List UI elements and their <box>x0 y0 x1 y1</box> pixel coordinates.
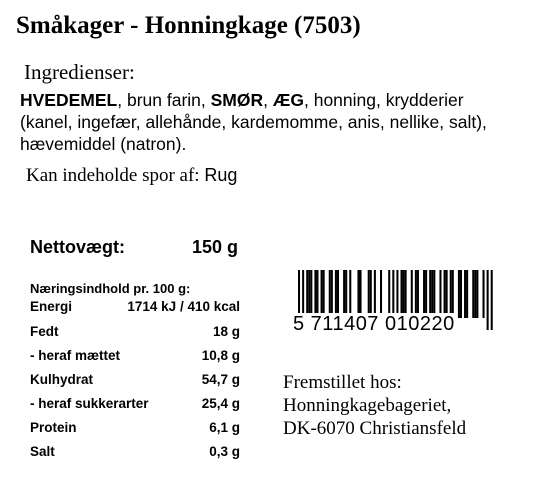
barcode-bar <box>444 270 446 318</box>
nutrition-value: 0,3 g <box>209 444 240 459</box>
barcode-bar <box>349 270 351 318</box>
nutrition-value: 54,7 g <box>201 372 240 387</box>
nutrition-label: Protein <box>30 420 77 435</box>
nutrition-row <box>30 324 240 340</box>
barcode-bar <box>433 270 435 318</box>
barcode-bar <box>491 270 493 330</box>
barcode-bar <box>357 270 359 318</box>
barcode-bar <box>388 270 390 318</box>
net-weight-label: Nettovægt: <box>30 237 125 257</box>
ingredient-segment: , honning, krydderier (kanel, ingefær, allehånde, kardemomme, anis, nellike, salt), hævemiddel (natron). <box>20 90 487 154</box>
manufacturer-address: DK-6070 Christiansfeld <box>283 418 467 439</box>
nutrition-value: 6,1 g <box>209 420 240 435</box>
barcode-bar <box>360 270 362 318</box>
barcode-bar <box>483 270 485 318</box>
barcode-bar <box>380 270 382 318</box>
barcode-bar <box>321 270 323 318</box>
barcode-bar <box>466 270 468 318</box>
nutrition-value: 10,8 g <box>201 348 240 363</box>
nutrition-row <box>30 396 240 412</box>
barcode-bar <box>439 270 441 318</box>
traces-text: Kan indeholde spor af: <box>26 165 205 186</box>
manufacturer-label: Fremstillet hos: <box>283 372 402 393</box>
barcode-bar <box>401 270 403 318</box>
nutrition-row <box>30 372 240 388</box>
barcode-bar <box>323 270 325 318</box>
barcode-bar <box>415 270 417 318</box>
barcode-bar <box>411 270 413 318</box>
barcode-bar <box>308 270 310 318</box>
barcode-bar <box>335 270 337 318</box>
nutrition-label: Fedt <box>30 324 59 339</box>
nutrition-label: Salt <box>30 444 55 459</box>
nutrition-value: 25,4 g <box>201 396 240 411</box>
nutrition-label: Energi <box>30 299 73 314</box>
nutrition-row <box>30 299 240 315</box>
barcode-bar <box>306 270 308 318</box>
barcode-bar <box>460 270 462 318</box>
nutrition-row <box>30 444 240 460</box>
barcode-bar <box>476 270 478 318</box>
barcode-bar <box>431 270 433 318</box>
barcode-bar <box>403 270 405 318</box>
barcode-bar <box>374 270 376 318</box>
ingredient-segment: HVEDEMEL <box>20 90 118 110</box>
ingredient-segment: ÆG <box>272 90 304 110</box>
barcode-bar <box>329 270 331 318</box>
ingredient-segment: , brun farin, <box>117 90 211 110</box>
barcode-bar <box>345 270 347 318</box>
barcode-bar <box>423 270 425 318</box>
nutrition-row <box>30 348 240 364</box>
barcode-bar <box>331 270 333 318</box>
nutrition-value: 18 g <box>212 324 240 339</box>
barcode-bar <box>343 270 345 318</box>
ingredient-segment: SMØR <box>210 90 264 110</box>
nutrition-label: - heraf mættet <box>30 348 121 363</box>
barcode-digits: 5 711407 010220 <box>293 313 455 335</box>
nutrition-row <box>30 420 240 436</box>
nutrition-label: Kulhydrat <box>30 372 94 387</box>
barcode-bar <box>450 270 452 318</box>
net-weight-value: 150 g <box>192 237 239 257</box>
barcode-bar <box>474 270 476 318</box>
barcode-bar <box>337 270 339 318</box>
barcode-bar <box>429 270 431 318</box>
barcode-bar <box>464 270 466 318</box>
barcode-bar <box>487 270 489 330</box>
traces-statement <box>26 165 237 187</box>
nutrition-value: 1714 kJ / 410 kcal <box>127 299 240 314</box>
nutrition-heading: Næringsindhold pr. 100 g: <box>30 281 191 296</box>
traces-allergen: Rug <box>204 165 238 185</box>
product-title: Småkager - Honningkage (7503) <box>16 12 361 39</box>
barcode-bar <box>472 270 474 318</box>
ingredients-text <box>20 89 520 155</box>
barcode-bar <box>370 270 372 318</box>
manufacturer-block <box>283 371 466 440</box>
barcode-bar <box>405 270 407 318</box>
barcode-bar <box>452 270 454 318</box>
barcode-bar <box>310 270 312 318</box>
barcode-bar <box>458 270 460 318</box>
manufacturer-name: Honningkagebageriet, <box>283 395 452 416</box>
barcode-bar <box>425 270 427 318</box>
barcode-bar <box>316 270 318 318</box>
barcode-bar <box>417 270 419 318</box>
ingredients-heading: Ingredienser: <box>24 60 135 84</box>
barcode-bar <box>314 270 316 318</box>
barcode-bar <box>368 270 370 318</box>
ingredient-segment: , <box>263 90 273 110</box>
barcode-bar <box>446 270 448 318</box>
nutrition-label: - heraf sukkerarter <box>30 396 149 411</box>
